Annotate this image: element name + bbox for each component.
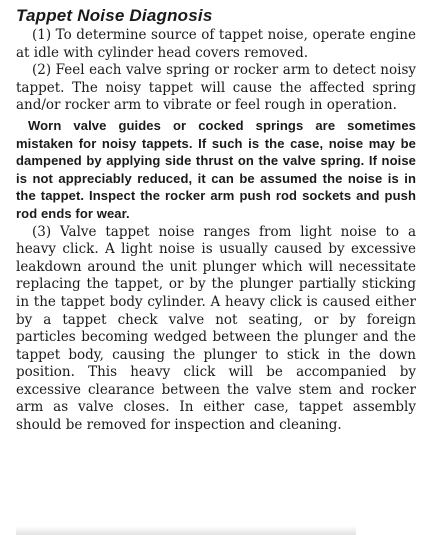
document-page	[16, 6, 416, 435]
paragraph-step-3: (3) Valve tappet noise ranges from light noise to a heavy click. A light noise is usually caused by excessive leakdown around the unit plunger which will necessitate replacing the tappet, or by the plunger partially sticking in the tappet body cylinder. A heavy click is caused either by a tappet check valve not seating, or by foreign particles becoming wedged between the plunger and the tappet body, causing the plunger to stick in the down position. This heavy click will be accompanied by excessive clearance between the valve stem and rocker arm as valve closes. In either case, tappet assembly should be removed for inspection and cleaning.	[16, 223, 416, 434]
paragraph-step-2: (2) Feel each valve spring or rocker arm to detect noisy tappet. The noisy tappet will cause the affected spring and/or rocker arm to vibrate or feel rough in operation.	[16, 62, 416, 114]
paragraph-step-1: (1) To determine source of tappet noise, operate engine at idle with cylinder head covers removed.	[16, 27, 416, 61]
scan-edge-shadow	[16, 526, 356, 535]
section-heading: Tappet Noise Diagnosis	[16, 6, 213, 25]
bold-note-paragraph: Worn valve guides or cocked springs are sometimes mistaken for noisy tappets. If such is the case, noise may be dampened by applying side thrust on the valve spring. If noise is not appreciably reduced, it can be assumed the noise is in the tappet. Inspect the rocker arm push rod sockets and push rod ends for wear.	[16, 117, 416, 221]
